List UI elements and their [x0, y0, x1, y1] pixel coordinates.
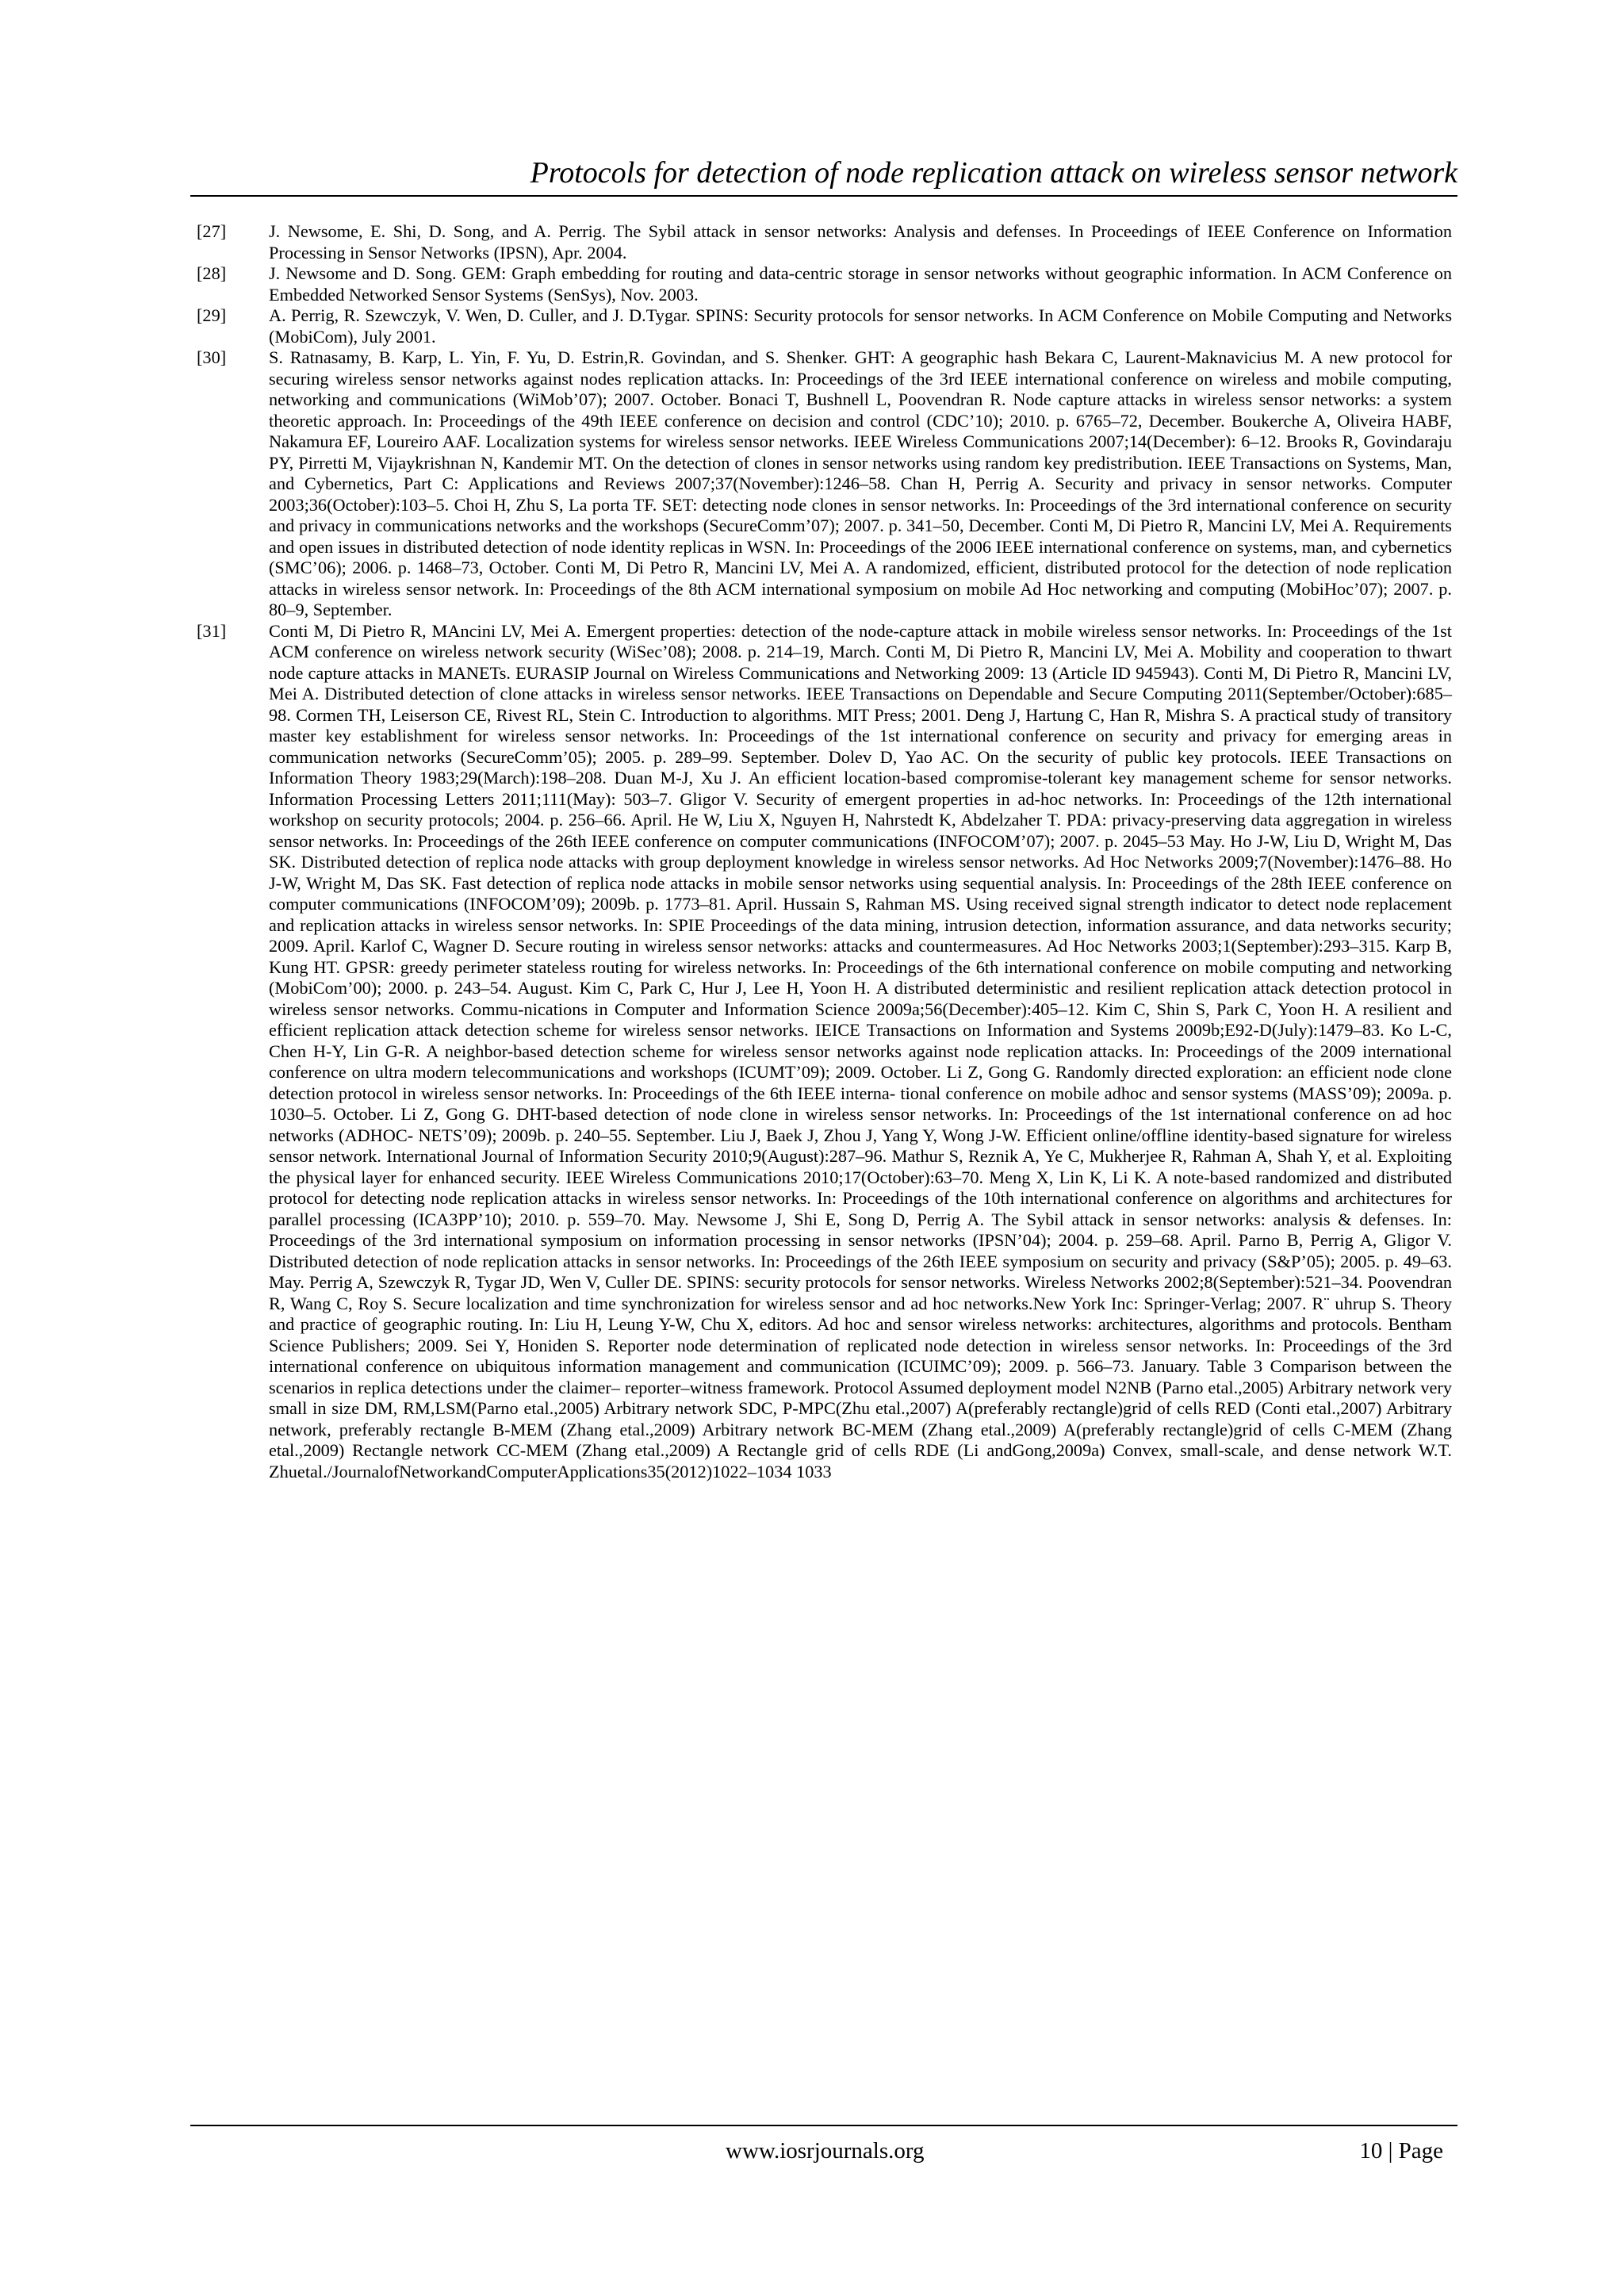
- reference-item: [197, 347, 1452, 621]
- footer-website: www.iosrjournals.org: [726, 2138, 925, 2164]
- reference-number: [31]: [197, 620, 227, 641]
- header-divider: [190, 195, 1457, 197]
- reference-number: [28]: [197, 263, 227, 283]
- footer-divider: [190, 2125, 1457, 2126]
- reference-text: A. Perrig, R. Szewczyk, V. Wen, D. Culler, and J. D.Tygar. SPINS: Security protocols for sensor networks. In ACM Conference on Mobile Computing and Networks (MobiCom), July 2001.: [269, 305, 1452, 347]
- reference-item: [197, 221, 1452, 263]
- reference-text: J. Newsome, E. Shi, D. Song, and A. Perrig. The Sybil attack in sensor networks: Analysis and defenses. In Proceedings of IEEE Conference on Information Processing in Sensor Networks (IPSN), Apr. 2004.: [269, 221, 1452, 263]
- reference-item: [197, 621, 1452, 1483]
- reference-text: J. Newsome and D. Song. GEM: Graph embedding for routing and data-centric storage in sensor networks without geographic information. In ACM Conference on Embedded Networked Sensor Systems (SenSys), Nov. 2003.: [269, 263, 1452, 305]
- running-header-title: Protocols for detection of node replication attack on wireless sensor network: [530, 156, 1457, 190]
- reference-number: [30]: [197, 347, 227, 367]
- footer-page-number: 10 | Page: [1359, 2138, 1443, 2164]
- reference-text: S. Ratnasamy, B. Karp, L. Yin, F. Yu, D. Estrin,R. Govindan, and S. Shenker. GHT: A geographic hash Bekara C, Laurent-Maknavicius M. A new protocol for securing wireless sensor networks against nodes replication attacks. In: Proceedings of the 3rd IEEE international conference on wireless and mobile computing, networking and communications (WiMob’07); 2007. October. Bonaci T, Bushnell L, Poovendran R. Node capture attacks in wireless sensor networks: a system theoretic approach. In: Proceedings of the 49th IEEE conference on decision and control (CDC’10); 2010. p. 6765–72, December. Boukerche A, Oliveira HABF, Nakamura EF, Loureiro AAF. Localization systems for wireless sensor networks. IEEE Wireless Communications 2007;14(December): 6–12. Brooks R, Govindaraju PY, Pirretti M, Vijaykrishnan N, Kandemir MT. On the detection of clones in sensor networks using random key predistribution. IEEE Transactions on Systems, Man, and Cybernetics, Part C: Applications and Reviews 2007;37(November):1246–58. Chan H, Perrig A. Security and privacy in sensor networks. Computer 2003;36(October):103–5. Choi H, Zhu S, La porta TF. SET: detecting node clones in sensor networks. In: Proceedings of the 3rd international conference on security and privacy in communications networks and the workshops (SecureComm’07); 2007. p. 341–50, December. Conti M, Di Pietro R, Mancini LV, Mei A. Requirements and open issues in distributed detection of node identity replicas in WSN. In: Proceedings of the 2006 IEEE international conference on systems, man, and cybernetics (SMC’06); 2006. p. 1468–73, October. Conti M, Di Petro R, Mancini LV, Mei A. A randomized, efficient, distributed protocol for the detection of node replication attacks in wireless sensor network. In: Proceedings of the 8th ACM international symposium on mobile Ad Hoc networking and computing (MobiHoc’07); 2007. p. 80–9, September.: [269, 347, 1452, 619]
- reference-number: [27]: [197, 221, 227, 241]
- reference-text: Conti M, Di Pietro R, MAncini LV, Mei A. Emergent properties: detection of the node-capture attack in mobile wireless sensor networks. In: Proceedings of the 1st ACM conference on wireless network security (WiSec’08); 2008. p. 214–19, March. Conti M, Di Pietro R, Mancini LV, Mei A. Mobility and cooperation to thwart node capture attacks in MANETs. EURASIP Journal on Wireless Communications and Networking 2009: 13 (Article ID 945943). Conti M, Di Pietro R, Mancini LV, Mei A. Distributed detection of clone attacks in wireless sensor networks. IEEE Transactions on Dependable and Secure Computing 2011(September/October):685–98. Cormen TH, Leiserson CE, Rivest RL, Stein C. Introduction to algorithms. MIT Press; 2001. Deng J, Hartung C, Han R, Mishra S. A practical study of transitory master key establishment for wireless sensor networks. In: Proceedings of the 1st international conference on security and privacy for emerging areas in communication networks (SecureComm’05); 2005. p. 289–99. September. Dolev D, Yao AC. On the security of public key protocols. IEEE Transactions on Information Theory 1983;29(March):198–208. Duan M-J, Xu J. An efficient location-based compromise-tolerant key management scheme for sensor networks. Information Processing Letters 2011;111(May): 503–7. Gligor V. Security of emergent properties in ad-hoc networks. In: Proceedings of the 12th international workshop on security protocols; 2004. p. 256–66. April. He W, Liu X, Nguyen H, Nahrstedt K, Abdelzaher T. PDA: privacy-preserving data aggregation in wireless sensor networks. In: Proceedings of the 26th IEEE conference on computer communications (INFOCOM’07); 2007. p. 2045–53 May. Ho J-W, Liu D, Wright M, Das SK. Distributed detection of replica node attacks with group deployment knowledge in wireless sensor networks. Ad Hoc Networks 2009;7(November):1476–88. Ho J-W, Wright M, Das SK. Fast detection of replica node attacks in mobile sensor networks using sequential analysis. In: Proceedings of the 28th IEEE conference on computer communications (INFOCOM’09); 2009b. p. 1773–81. April. Hussain S, Rahman MS. Using received signal strength indicator to detect node replacement and replication attacks in wireless sensor networks. In: SPIE Proceedings of the data mining, intrusion detection, information assurance, and data networks security; 2009. April. Karlof C, Wagner D. Secure routing in wireless sensor networks: attacks and countermeasures. Ad Hoc Networks 2003;1(September):293–315. Karp B, Kung HT. GPSR: greedy perimeter stateless routing for wireless networks. In: Proceedings of the 6th international conference on mobile computing and networking (MobiCom’00); 2000. p. 243–54. August. Kim C, Park C, Hur J, Lee H, Yoon H. A distributed deterministic and resilient replication attack detection protocol in wireless sensor networks. Commu-nications in Computer and Information Science 2009a;56(December):405–12. Kim C, Shin S, Park C, Yoon H. A resilient and efficient replication attack detection scheme for wireless sensor networks. IEICE Transactions on Information and Systems 2009b;E92-D(July):1479–83. Ko L-C, Chen H-Y, Lin G-R. A neighbor-based detection scheme for wireless sensor networks against node replication attacks. In: Proceedings of the 2009 international conference on ultra modern telecommunications and workshops (ICUMT’09); 2009. October. Li Z, Gong G. Randomly directed exploration: an efficient node clone detection protocol in wireless sensor networks. In: Proceedings of the 6th IEEE interna- tional conference on mobile adhoc and sensor systems (MASS’09); 2009a. p. 1030–5. October. Li Z, Gong G. DHT-based detection of node clone in wireless sensor networks. In: Proceedings of the 1st international conference on ad hoc networks (ADHOC- NETS’09); 2009b. p. 240–55. September. Liu J, Baek J, Zhou J, Yang Y, Wong J-W. Efficient online/offline identity-based signature for wireless sensor network. International Journal of Information Security 2010;9(August):287–96. Mathur S, Reznik A, Ye C, Mukherjee R, Rahman A, Shah Y, et al. Exploiting the physical layer for enhanced security. IEEE Wireless Communications 2010;17(October):63–70. Meng X, Lin K, Li K. A note-based randomized and distributed protocol for detecting node replication attacks in wireless sensor networks. In: Proceedings of the 10th international conference on algorithms and architectures for parallel processing (ICA3PP’10); 2010. p. 559–70. May. Newsome J, Shi E, Song D, Perrig A. The Sybil attack in sensor networks: analysis & defenses. In: Proceedings of the 3rd international symposium on information processing in sensor networks (IPSN’04); 2004. p. 259–68. April. Parno B, Perrig A, Gligor V. Distributed detection of node replication attacks in sensor networks. In: Proceedings of the 26th IEEE symposium on security and privacy (S&P’05); 2005. p. 49–63. May. Perrig A, Szewczyk R, Tygar JD, Wen V, Culler DE. SPINS: security protocols for sensor networks. Wireless Networks 2002;8(September):521–34. Poovendran R, Wang C, Roy S. Secure localization and time synchronization for wireless sensor and ad hoc networks.New York Inc: Springer-Verlag; 2007. R¨ uhrup S. Theory and practice of geographic routing. In: Liu H, Leung Y-W, Chu X, editors. Ad hoc and sensor wireless networks: architectures, algorithms and protocols. Bentham Science Publishers; 2009. Sei Y, Honiden S. Reporter node determination of replicated node detection in wireless sensor networks. In: Proceedings of the 3rd international conference on ubiquitous information management and communication (ICUIMC’09); 2009. p. 566–73. January. Table 3 Comparison between the scenarios in replica detections under the claimer– reporter–witness framework. Protocol Assumed deployment model N2NB (Parno etal.,2005) Arbitrary network very small in size DM, RM,LSM(Parno etal.,2005) Arbitrary network SDC, P-MPC(Zhu etal.,2007) A(preferably rectangle)grid of cells RED (Conti etal.,2007) Arbitrary network, preferably rectangle B-MEM (Zhang etal.,2009) Arbitrary network BC-MEM (Zhang etal.,2009) A(preferably rectangle)grid of cells C-MEM (Zhang etal.,2009) Rectangle network CC-MEM (Zhang etal.,2009) A Rectangle grid of cells RDE (Li andGong,2009a) Convex, small-scale, and dense network W.T. Zhuetal./JournalofNetworkandComputerApplications35(2012)1022–1034 1033: [269, 620, 1452, 1481]
- reference-list: [197, 221, 1452, 1482]
- reference-number: [29]: [197, 305, 227, 325]
- reference-item: [197, 305, 1452, 347]
- reference-item: [197, 263, 1452, 305]
